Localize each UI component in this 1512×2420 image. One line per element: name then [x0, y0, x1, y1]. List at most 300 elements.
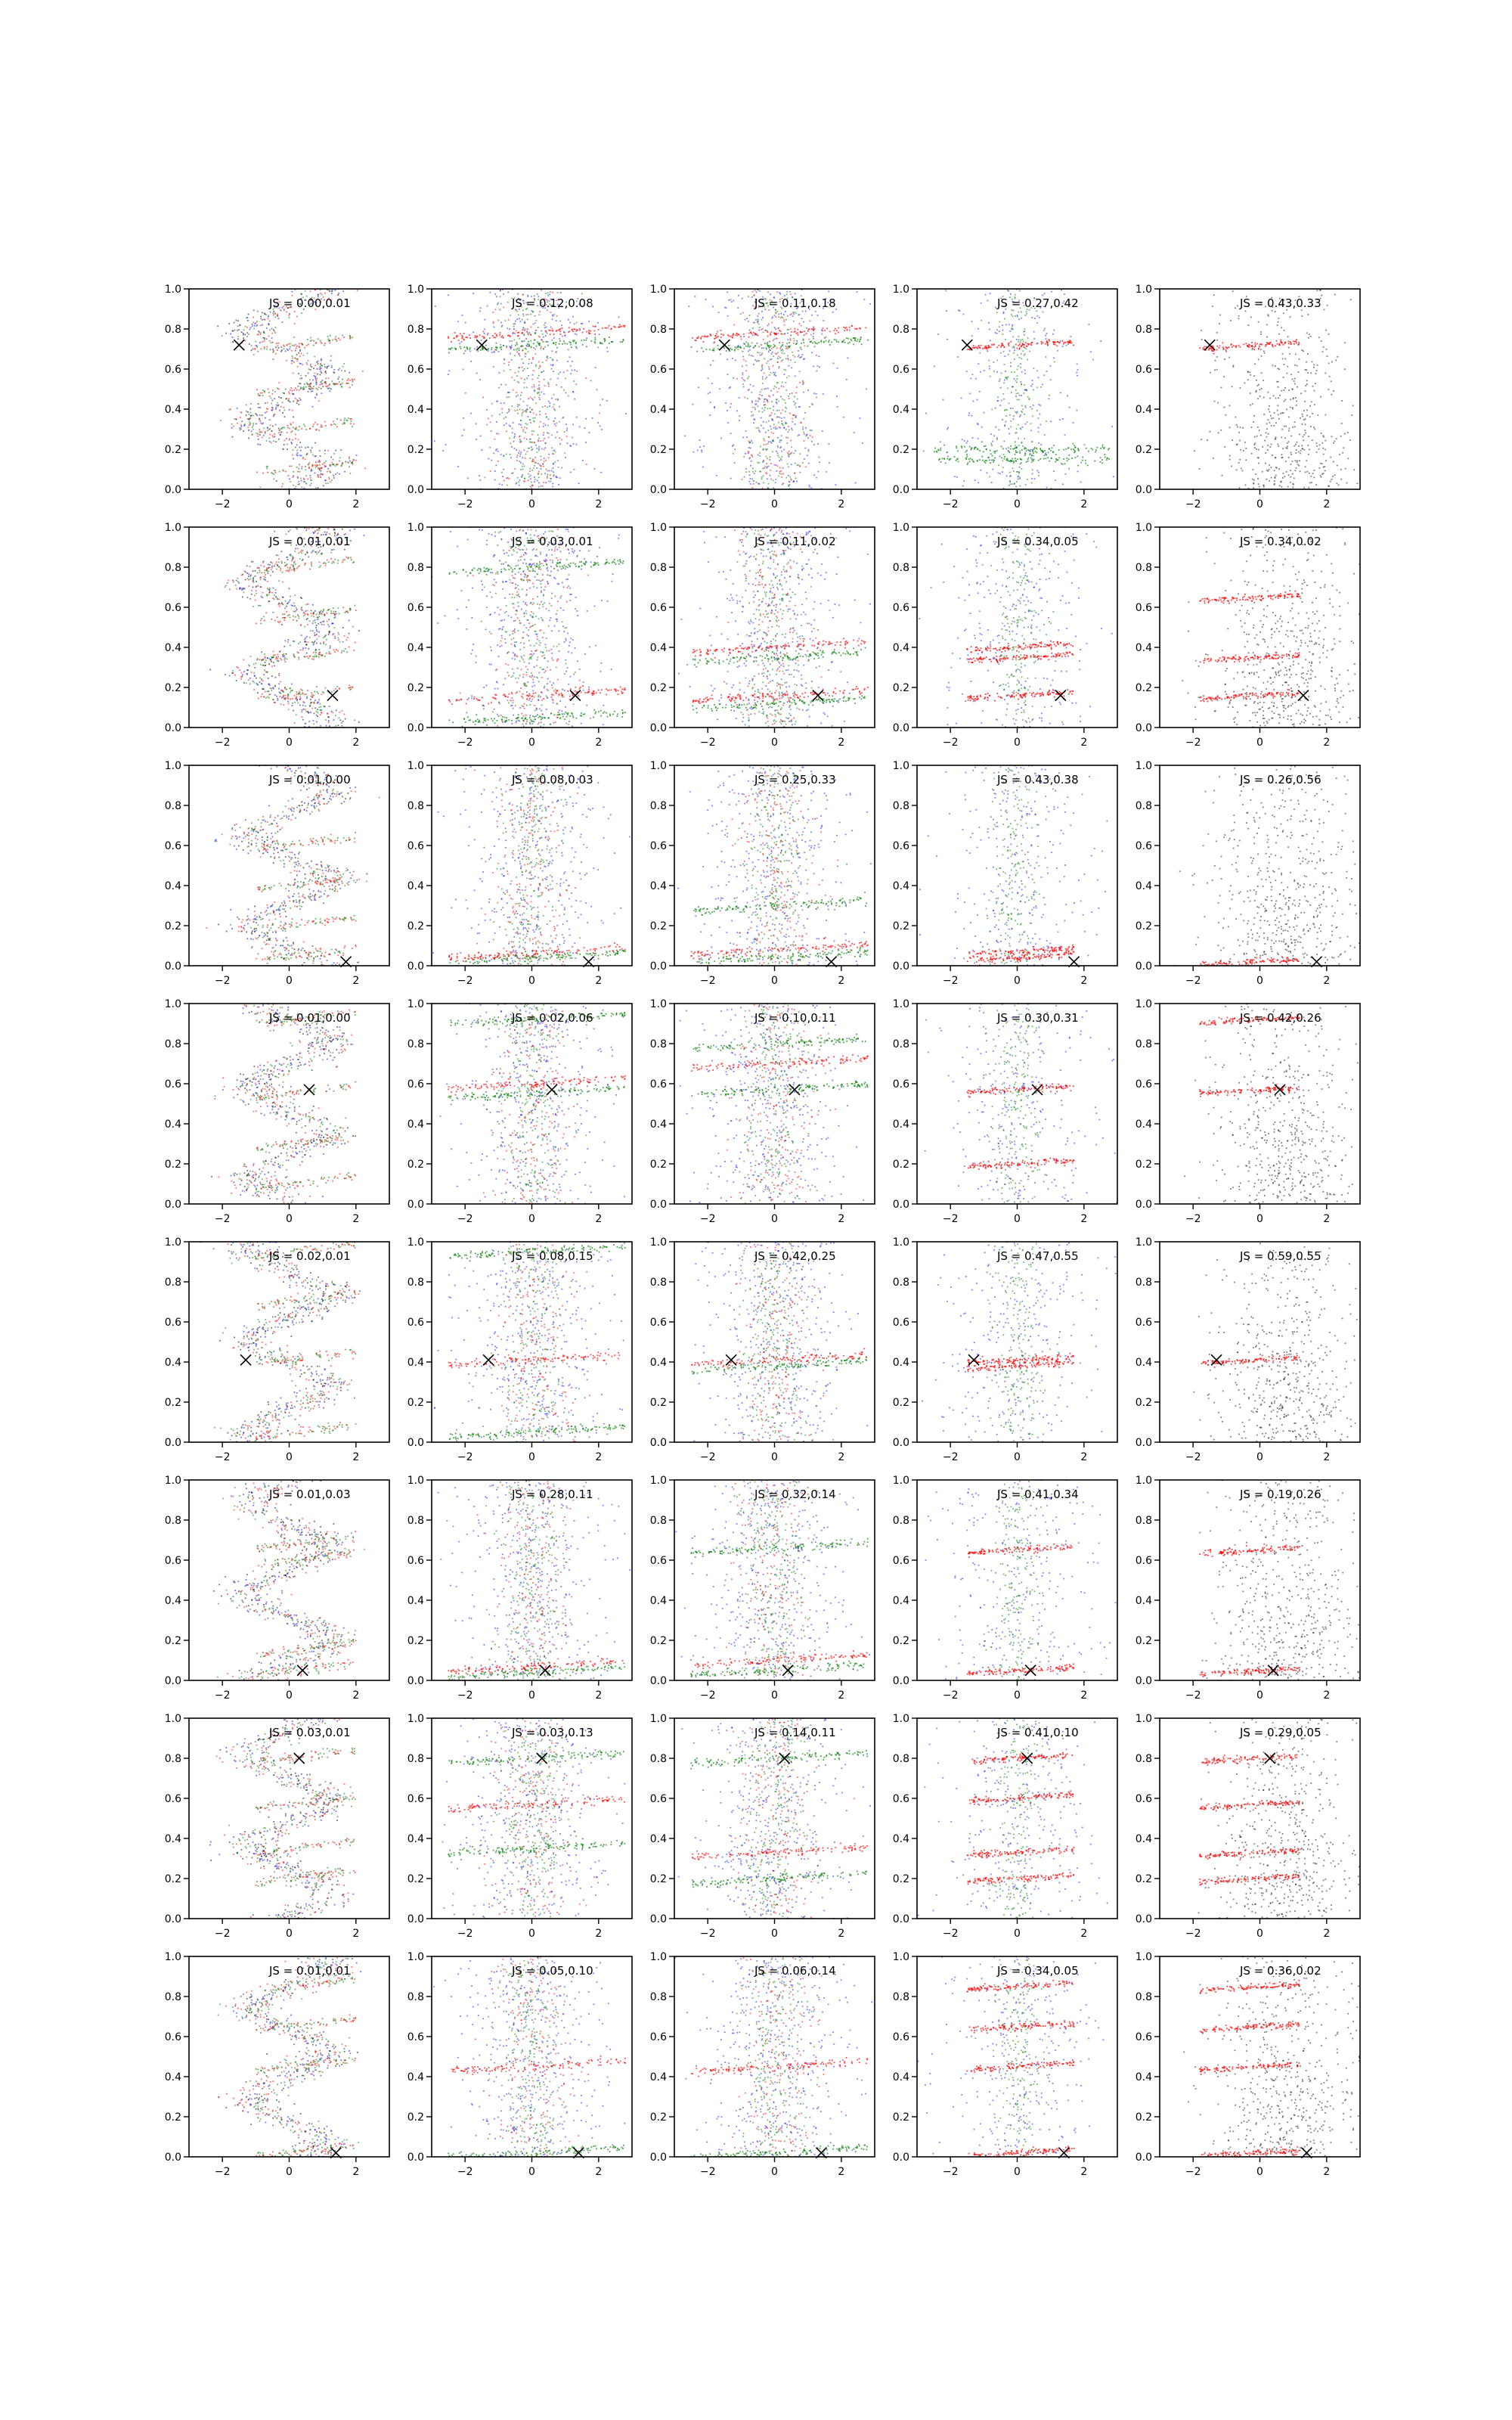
scatter-point — [240, 427, 241, 429]
scatter-point — [993, 451, 995, 452]
scatter-point — [758, 455, 759, 456]
scatter-point — [725, 402, 727, 404]
scatter-point — [553, 471, 554, 473]
scatter-point — [1017, 458, 1018, 460]
scatter-point — [717, 337, 718, 338]
scatter-point — [244, 588, 246, 589]
scatter-point — [503, 455, 504, 457]
scatter-point — [556, 320, 557, 321]
scatter-point — [488, 350, 489, 352]
scatter-point — [531, 362, 532, 364]
scatter-point — [784, 334, 785, 335]
scatter-point — [559, 477, 561, 479]
scatter-point — [1225, 414, 1227, 416]
scatter-point — [544, 461, 545, 463]
scatter-point — [1015, 454, 1016, 455]
scatter-point — [490, 470, 491, 472]
scatter-point — [787, 358, 789, 359]
scatter-point — [312, 630, 314, 631]
scatter-point — [256, 662, 257, 664]
scatter-point — [248, 334, 249, 335]
scatter-point — [301, 634, 302, 636]
scatter-point — [1321, 476, 1322, 478]
scatter-point — [1018, 399, 1020, 401]
scatter-point — [1229, 405, 1231, 406]
scatter-point — [1058, 449, 1060, 451]
scatter-point — [270, 562, 271, 563]
scatter-point — [794, 340, 795, 342]
scatter-point — [1299, 358, 1300, 360]
scatter-point — [787, 442, 789, 444]
scatter-point — [993, 435, 995, 436]
scatter-point — [743, 379, 745, 380]
scatter-point — [264, 572, 265, 573]
scatter-point — [943, 399, 944, 401]
scatter-point — [321, 470, 322, 472]
scatter-point — [546, 482, 547, 483]
scatter-point — [1094, 461, 1095, 462]
scatter-point — [1039, 317, 1040, 318]
scatter-point — [553, 476, 554, 477]
scatter-point — [544, 447, 546, 448]
scatter-point — [1017, 369, 1018, 371]
scatter-point — [1264, 352, 1266, 354]
scatter-point — [764, 401, 765, 402]
scatter-point — [1024, 370, 1026, 371]
scatter-point — [1010, 408, 1012, 409]
scatter-point — [715, 337, 717, 339]
scatter-point — [751, 343, 753, 344]
scatter-point — [529, 442, 531, 443]
scatter-point — [1292, 389, 1294, 390]
scatter-point — [519, 348, 520, 349]
scatter-point — [808, 449, 810, 451]
scatter-point — [1316, 445, 1318, 447]
scatter-point — [463, 369, 464, 371]
scatter-point — [949, 459, 950, 461]
scatter-point — [454, 332, 456, 334]
scatter-point — [292, 455, 293, 456]
scatter-point — [300, 375, 302, 377]
scatter-point — [1311, 482, 1312, 483]
scatter-point — [1300, 392, 1302, 394]
scatter-point — [813, 327, 814, 328]
scatter-point — [341, 465, 342, 467]
scatter-point — [615, 327, 616, 328]
scatter-point — [1058, 342, 1060, 343]
scatter-point — [243, 333, 244, 334]
scatter-point — [1235, 417, 1237, 418]
scatter-point — [263, 576, 265, 578]
scatter-point — [1337, 482, 1338, 484]
scatter-point — [1018, 479, 1019, 480]
scatter-point — [521, 377, 522, 379]
scatter-point — [494, 327, 495, 328]
scatter-point — [1015, 445, 1016, 446]
scatter-point — [299, 398, 301, 399]
scatter-point — [684, 436, 686, 437]
scatter-point — [1262, 446, 1263, 448]
scatter-point — [1210, 347, 1211, 349]
scatter-point — [1223, 376, 1225, 377]
scatter-point — [753, 364, 754, 365]
scatter-point — [788, 329, 789, 330]
scatter-point — [1009, 461, 1010, 462]
scatter-point — [596, 389, 598, 391]
scatter-point — [598, 329, 600, 330]
scatter-point — [325, 480, 327, 482]
scatter-point — [1017, 355, 1018, 356]
scatter-point — [265, 417, 266, 419]
scatter-point — [526, 439, 528, 440]
scatter-point — [820, 340, 822, 342]
scatter-point — [1279, 485, 1281, 486]
scatter-point — [294, 311, 296, 312]
scatter-point — [527, 424, 528, 425]
scatter-point — [800, 453, 801, 455]
scatter-point — [550, 357, 551, 358]
scatter-point — [254, 325, 256, 327]
scatter-point — [1053, 343, 1055, 345]
scatter-point — [292, 698, 293, 700]
scatter-point — [767, 478, 768, 479]
scatter-point — [1281, 486, 1282, 488]
scatter-point — [603, 338, 605, 340]
y-tick-label: 1.0 — [407, 284, 424, 296]
scatter-point — [1298, 371, 1300, 373]
scatter-point — [1290, 343, 1292, 345]
scatter-point — [259, 678, 261, 679]
scatter-point — [250, 576, 252, 577]
scatter-point — [312, 406, 314, 408]
scatter-point — [552, 328, 553, 330]
scatter-point — [770, 463, 772, 464]
scatter-point — [533, 461, 534, 462]
scatter-point — [500, 303, 502, 305]
scatter-point — [531, 449, 532, 451]
scatter-point — [730, 433, 732, 434]
scatter-point — [320, 290, 321, 291]
scatter-point — [813, 474, 815, 476]
scatter-point — [548, 386, 550, 387]
scatter-point — [1067, 448, 1069, 449]
scatter-point — [1212, 306, 1213, 307]
scatter-point — [527, 328, 528, 330]
scatter-point — [1032, 451, 1033, 452]
scatter-point — [307, 339, 308, 340]
scatter-point — [752, 291, 754, 293]
scatter-point — [767, 430, 769, 431]
scatter-point — [594, 334, 596, 335]
scatter-point — [1308, 436, 1309, 437]
scatter-point — [781, 420, 782, 422]
scatter-point — [1015, 451, 1017, 453]
scatter-point — [570, 472, 572, 473]
scatter-point — [578, 482, 580, 484]
scatter-point — [251, 345, 253, 346]
scatter-point — [251, 349, 253, 351]
scatter-point — [1224, 358, 1225, 360]
scatter-point — [790, 340, 792, 341]
scatter-point — [295, 350, 296, 352]
scatter-point — [301, 607, 302, 609]
scatter-point — [305, 458, 306, 460]
scatter-point — [296, 700, 298, 702]
scatter-point — [246, 317, 248, 318]
scatter-point — [305, 290, 306, 292]
scatter-point — [1295, 397, 1297, 399]
scatter-point — [996, 450, 998, 451]
scatter-point — [850, 339, 852, 340]
scatter-point — [289, 439, 290, 441]
scatter-point — [780, 470, 782, 472]
scatter-point — [258, 444, 259, 445]
scatter-point — [988, 322, 990, 324]
scatter-point — [989, 460, 990, 461]
scatter-point — [957, 458, 959, 460]
scatter-point — [763, 482, 764, 483]
scatter-point — [463, 346, 465, 348]
scatter-point — [528, 332, 530, 334]
scatter-point — [1236, 346, 1238, 347]
scatter-point — [579, 328, 581, 330]
scatter-point — [344, 417, 345, 419]
y-tick-label: 0.2 — [893, 444, 909, 456]
scatter-point — [755, 403, 757, 405]
scatter-point — [795, 343, 797, 345]
scatter-point — [585, 418, 587, 420]
scatter-point — [310, 479, 311, 481]
scatter-point — [282, 412, 284, 414]
scatter-point — [272, 349, 274, 350]
scatter-point — [514, 448, 516, 449]
scatter-point — [966, 442, 968, 444]
scatter-point — [774, 333, 776, 334]
scatter-point — [241, 420, 243, 422]
scatter-point — [1238, 432, 1240, 433]
scatter-point — [1057, 350, 1058, 352]
scatter-point — [328, 340, 330, 342]
scatter-point — [1225, 349, 1227, 351]
scatter-point — [543, 426, 544, 427]
scatter-point — [271, 442, 272, 444]
scatter-point — [809, 486, 810, 488]
scatter-point — [782, 467, 784, 469]
scatter-point — [305, 638, 306, 639]
scatter-point — [989, 368, 990, 370]
scatter-point — [779, 457, 780, 458]
scatter-point — [491, 415, 493, 417]
scatter-point — [246, 405, 247, 406]
scatter-point — [251, 430, 253, 432]
scatter-point — [514, 433, 516, 435]
scatter-point — [278, 396, 280, 398]
scatter-point — [324, 343, 326, 344]
scatter-point — [247, 427, 249, 428]
x-tick-label: −2 — [457, 498, 473, 510]
scatter-point — [516, 392, 517, 393]
scatter-point — [829, 462, 830, 464]
scatter-point — [486, 424, 488, 426]
scatter-point — [1073, 345, 1074, 346]
scatter-point — [508, 319, 510, 321]
scatter-point — [298, 439, 299, 441]
scatter-point — [507, 412, 508, 414]
scatter-point — [835, 340, 837, 341]
scatter-point — [1216, 369, 1218, 371]
scatter-point — [253, 425, 254, 427]
scatter-point — [1007, 460, 1009, 461]
scatter-point — [284, 348, 285, 349]
scatter-point — [503, 293, 504, 295]
scatter-point — [993, 371, 995, 372]
scatter-point — [770, 479, 772, 480]
scatter-point — [792, 421, 793, 423]
scatter-point — [758, 319, 759, 321]
scatter-point — [799, 357, 801, 358]
scatter-point — [522, 362, 524, 364]
scatter-point — [544, 423, 545, 424]
scatter-point — [270, 349, 271, 350]
scatter-point — [256, 593, 257, 594]
scatter-point — [267, 402, 268, 404]
scatter-point — [316, 380, 318, 382]
scatter-point — [1016, 471, 1018, 473]
scatter-point — [1298, 344, 1300, 346]
scatter-point — [1027, 479, 1028, 480]
scatter-point — [559, 328, 561, 330]
scatter-point — [713, 360, 714, 361]
scatter-point — [256, 585, 257, 587]
scatter-point — [548, 481, 550, 482]
scatter-point — [776, 353, 777, 355]
scatter-point — [495, 337, 497, 338]
scatter-point — [716, 334, 717, 335]
scatter-point — [1294, 380, 1295, 382]
scatter-point — [521, 392, 522, 393]
scatter-point — [751, 478, 753, 479]
scatter-point — [1015, 486, 1017, 488]
scatter-point — [335, 715, 336, 716]
scatter-point — [529, 458, 531, 459]
scatter-point — [574, 399, 575, 400]
scatter-point — [779, 439, 781, 441]
scatter-point — [290, 442, 292, 443]
scatter-point — [338, 637, 339, 638]
scatter-point — [854, 339, 856, 340]
scatter-point — [457, 466, 459, 467]
scatter-point — [277, 315, 279, 317]
scatter-point — [708, 336, 709, 337]
scatter-point — [538, 471, 540, 473]
scatter-point — [1020, 486, 1021, 487]
scatter-point — [1353, 469, 1355, 470]
scatter-point — [782, 425, 784, 427]
scatter-point — [524, 368, 525, 370]
scatter-point — [801, 318, 803, 319]
scatter-point — [1082, 460, 1083, 461]
scatter-point — [519, 367, 520, 368]
scatter-point — [768, 351, 770, 352]
scatter-point — [736, 410, 738, 411]
scatter-point — [833, 362, 835, 364]
scatter-point — [275, 472, 277, 473]
scatter-point — [522, 329, 524, 330]
scatter-point — [1306, 380, 1308, 381]
scatter-point — [795, 356, 796, 358]
scatter-point — [325, 383, 327, 385]
scatter-point — [276, 407, 277, 408]
scatter-point — [479, 311, 481, 312]
scatter-point — [336, 383, 337, 384]
scatter-point — [324, 466, 326, 467]
scatter-point — [330, 481, 331, 482]
subplot — [893, 284, 1117, 510]
scatter-point — [317, 377, 318, 379]
scatter-point — [1077, 410, 1078, 411]
scatter-point — [249, 414, 250, 415]
scatter-point — [1068, 455, 1070, 456]
scatter-point — [562, 336, 563, 337]
scatter-point — [995, 427, 996, 428]
scatter-point — [934, 451, 935, 452]
scatter-point — [732, 445, 733, 447]
scatter-point — [1277, 368, 1278, 370]
scatter-point — [293, 471, 294, 473]
scatter-point — [1278, 468, 1280, 470]
scatter-point — [770, 372, 772, 374]
scatter-point — [1059, 419, 1061, 420]
scatter-point — [802, 382, 804, 383]
scatter-point — [297, 452, 299, 454]
scatter-point — [779, 460, 780, 461]
scatter-point — [1043, 330, 1045, 331]
y-tick-label: 0.6 — [407, 364, 424, 376]
scatter-point — [517, 455, 519, 456]
scatter-point — [738, 334, 739, 335]
scatter-point — [521, 476, 522, 478]
scatter-point — [292, 358, 293, 359]
scatter-point — [600, 405, 601, 406]
scatter-point — [278, 428, 280, 430]
scatter-point — [298, 481, 299, 482]
scatter-point — [1036, 448, 1037, 449]
scatter-point — [954, 476, 956, 477]
scatter-point — [754, 407, 756, 408]
scatter-point — [805, 311, 807, 312]
scatter-point — [295, 344, 296, 346]
scatter-point — [298, 386, 299, 387]
scatter-point — [309, 428, 311, 430]
scatter-point — [314, 377, 316, 379]
scatter-point — [349, 418, 351, 420]
scatter-point — [781, 473, 782, 475]
scatter-point — [789, 346, 791, 347]
scatter-point — [254, 348, 256, 349]
scatter-point — [773, 339, 775, 340]
scatter-point — [1033, 461, 1034, 462]
scatter-point — [760, 355, 761, 356]
scatter-point — [308, 373, 309, 374]
scatter-point — [712, 306, 714, 308]
scatter-point — [1224, 407, 1225, 408]
scatter-point — [788, 359, 789, 361]
scatter-point — [739, 420, 740, 421]
scatter-point — [551, 398, 553, 399]
scatter-point — [258, 439, 259, 440]
scatter-point — [824, 337, 826, 339]
scatter-point — [784, 399, 785, 401]
